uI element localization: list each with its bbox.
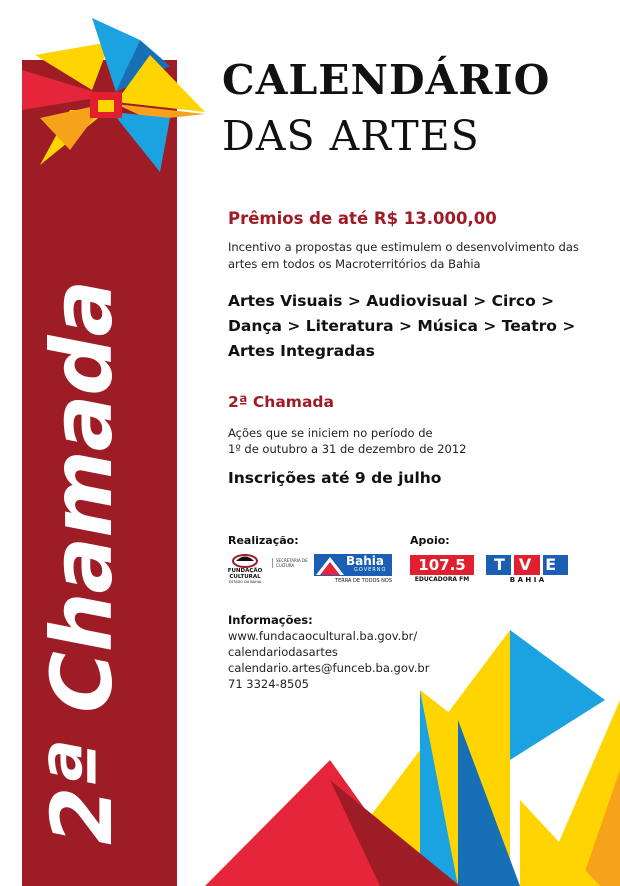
call-heading: 2ª Chamada — [228, 393, 334, 411]
educadora-name: EDUCADORA FM — [414, 576, 470, 583]
intro-text: Incentivo a propostas que estimulem o desenvolvimento das artes em todos os Macroterritórios da Bahia — [228, 240, 579, 271]
tve-bahia-logo — [486, 555, 571, 587]
info-phone: 71 3324-8505 — [228, 677, 309, 691]
tve-name: TVE — [494, 555, 571, 574]
fundacao-line-2: CULTURAL — [229, 574, 261, 580]
actions-text — [228, 425, 608, 457]
fundacao-cultural-logo — [226, 552, 264, 588]
categories-line-3: Artes Integradas — [228, 342, 375, 360]
info-url-line-2[interactable]: calendariodasartes — [228, 645, 338, 659]
categories-line-2: Dança > Literatura > Música > Teatro > — [228, 317, 576, 335]
actions-line-2: 1º de outubro a 31 de dezembro de 2012 — [228, 442, 467, 456]
info-url-line-1[interactable]: www.fundacaocultural.ba.gov.br/ — [228, 629, 418, 643]
educadora-number: 107.5 — [410, 555, 474, 575]
bahia-governo-logo — [314, 554, 392, 588]
title-line-1: CALENDÁRIO — [222, 56, 551, 104]
info-email[interactable]: calendario.artes@funceb.ba.gov.br — [228, 661, 430, 675]
categories-line-1: Artes Visuais > Audiovisual > Circo > — [228, 292, 555, 310]
secretaria-line-2: CULTURA — [276, 563, 295, 568]
fundacao-line-1: FUNDAÇÃO — [227, 568, 263, 574]
bahia-sub: GOVERNO — [354, 567, 387, 573]
title-line-2: DAS ARTES — [222, 112, 480, 160]
prize-heading: Prêmios de até R$ 13.000,00 — [228, 209, 497, 228]
secretaria-line-1: SECRETARIA DE — [276, 558, 308, 563]
apoio-label: Apoio: — [410, 534, 450, 547]
educadora-fm-logo — [410, 555, 474, 587]
actions-line-1: Ações que se iniciem no período de — [228, 426, 433, 440]
info-label: Informações: — [228, 613, 313, 627]
fundacao-line-3: ESTADO DA BAHIA — [228, 580, 262, 584]
fundacao-emblem-icon — [226, 552, 264, 568]
bahia-tagline: TERRA DE TODOS NÓS — [335, 578, 392, 584]
tve-sub: B A H I A — [509, 576, 545, 584]
side-heading: 2ª Chamada — [33, 280, 131, 845]
categories-list — [228, 289, 608, 364]
deadline-text: Inscrições até 9 de julho — [228, 469, 442, 487]
realizacao-label: Realização: — [228, 534, 299, 547]
secretaria-cultura-logo — [272, 558, 316, 568]
bahia-name: Bahia — [346, 554, 384, 568]
info-block — [228, 628, 429, 692]
